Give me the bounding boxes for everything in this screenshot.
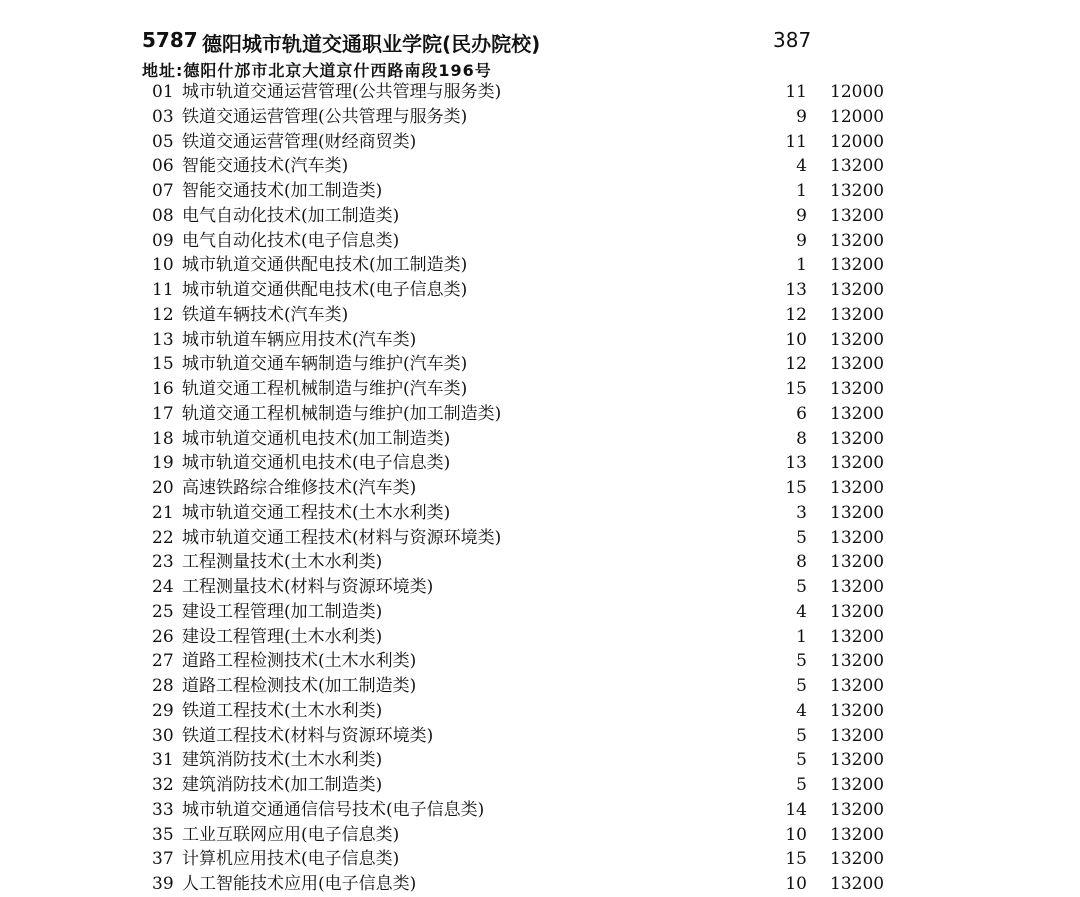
major-tuition: 13200 xyxy=(830,478,885,498)
major-tuition: 13200 xyxy=(830,453,885,474)
major-code: 20 xyxy=(152,478,174,498)
school-name: 德阳城市轨道交通职业学院(民办院校) xyxy=(202,32,541,56)
major-code: 30 xyxy=(152,725,174,746)
major-name: 铁道车辆技术(汽车类) xyxy=(182,304,349,325)
major-plan-count: 13 xyxy=(785,453,807,474)
major-code: 24 xyxy=(152,577,174,597)
major-name: 铁道工程技术(材料与资源环境类) xyxy=(182,725,434,746)
major-name: 工业互联网应用(电子信息类) xyxy=(182,824,400,845)
major-row xyxy=(0,352,1080,377)
major-row xyxy=(0,130,1080,155)
major-row xyxy=(0,427,1080,452)
major-tuition: 13200 xyxy=(830,601,885,622)
major-code: 26 xyxy=(152,626,174,647)
major-code: 19 xyxy=(152,453,174,474)
major-plan-count: 6 xyxy=(796,403,807,424)
major-name: 城市轨道交通机电技术(加工制造类) xyxy=(182,428,451,449)
major-plan-count: 12 xyxy=(785,304,807,325)
major-tuition: 13200 xyxy=(830,428,885,449)
major-list xyxy=(0,80,1080,897)
major-name: 城市轨道交通运营管理(公共管理与服务类) xyxy=(182,82,502,102)
major-code: 32 xyxy=(152,775,174,795)
major-name: 铁道工程技术(土木水利类) xyxy=(182,700,383,721)
major-plan-count: 4 xyxy=(796,601,807,622)
major-row xyxy=(0,526,1080,551)
major-code: 31 xyxy=(152,750,174,771)
school-total-plan: 387 xyxy=(773,28,812,52)
major-plan-count: 15 xyxy=(785,849,807,870)
major-row xyxy=(0,253,1080,278)
major-tuition: 13200 xyxy=(830,527,885,548)
major-plan-count: 15 xyxy=(785,379,807,399)
major-code: 09 xyxy=(152,230,174,251)
major-code: 16 xyxy=(152,379,174,399)
major-plan-count: 11 xyxy=(785,82,807,102)
major-tuition: 13200 xyxy=(830,156,885,177)
major-code: 06 xyxy=(152,156,174,177)
major-name: 城市轨道交通供配电技术(加工制造类) xyxy=(182,255,468,276)
major-plan-count: 12 xyxy=(785,354,807,375)
major-tuition: 13200 xyxy=(830,205,885,226)
major-plan-count: 4 xyxy=(796,156,807,177)
major-code: 37 xyxy=(152,849,174,870)
major-code: 25 xyxy=(152,601,174,622)
major-tuition: 13200 xyxy=(830,552,885,573)
major-plan-count: 8 xyxy=(796,428,807,449)
major-code: 15 xyxy=(152,354,174,375)
major-row xyxy=(0,204,1080,229)
major-tuition: 13200 xyxy=(830,874,885,894)
major-name: 城市轨道交通机电技术(电子信息类) xyxy=(182,453,451,474)
major-name: 城市轨道交通工程技术(材料与资源环境类) xyxy=(182,527,502,548)
major-name: 建筑消防技术(土木水利类) xyxy=(182,750,383,771)
major-row xyxy=(0,724,1080,749)
major-plan-count: 5 xyxy=(796,676,807,696)
major-row xyxy=(0,402,1080,427)
major-tuition: 13200 xyxy=(830,676,885,696)
major-name: 城市轨道车辆应用技术(汽车类) xyxy=(182,329,417,350)
major-row xyxy=(0,451,1080,476)
major-row xyxy=(0,80,1080,105)
major-code: 12 xyxy=(152,304,174,325)
school-address xyxy=(142,58,492,81)
major-name: 智能交通技术(加工制造类) xyxy=(182,181,383,201)
major-name: 人工智能技术应用(电子信息类) xyxy=(182,874,417,894)
major-name: 铁道交通运营管理(公共管理与服务类) xyxy=(182,106,468,127)
major-plan-count: 3 xyxy=(796,502,807,523)
major-plan-count: 9 xyxy=(796,230,807,251)
major-row xyxy=(0,600,1080,625)
major-plan-count: 4 xyxy=(796,700,807,721)
major-tuition: 13200 xyxy=(830,280,885,300)
major-plan-count: 5 xyxy=(796,577,807,597)
major-tuition: 13200 xyxy=(830,799,885,820)
major-plan-count: 13 xyxy=(785,280,807,300)
major-plan-count: 5 xyxy=(796,775,807,795)
major-tuition: 13200 xyxy=(830,651,885,672)
major-name: 城市轨道交通通信信号技术(电子信息类) xyxy=(182,799,485,820)
major-code: 17 xyxy=(152,403,174,424)
major-tuition: 13200 xyxy=(830,354,885,375)
major-plan-count: 5 xyxy=(796,527,807,548)
major-tuition: 13200 xyxy=(830,329,885,350)
major-row xyxy=(0,476,1080,501)
major-plan-count: 5 xyxy=(796,725,807,746)
major-tuition: 13200 xyxy=(830,700,885,721)
major-tuition: 13200 xyxy=(830,577,885,597)
major-row xyxy=(0,773,1080,798)
major-plan-count: 10 xyxy=(785,824,807,845)
major-code: 18 xyxy=(152,428,174,449)
major-name: 智能交通技术(汽车类) xyxy=(182,156,349,177)
major-name: 工程测量技术(土木水利类) xyxy=(182,552,383,573)
major-tuition: 13200 xyxy=(830,626,885,647)
major-tuition: 13200 xyxy=(830,304,885,325)
major-tuition: 13200 xyxy=(830,849,885,870)
major-tuition: 12000 xyxy=(830,82,885,102)
major-row xyxy=(0,823,1080,848)
major-plan-count: 1 xyxy=(796,255,807,276)
major-row xyxy=(0,674,1080,699)
major-tuition: 13200 xyxy=(830,775,885,795)
major-code: 28 xyxy=(152,676,174,696)
major-code: 35 xyxy=(152,824,174,845)
major-name: 城市轨道交通供配电技术(电子信息类) xyxy=(182,280,468,300)
address-text: 德阳什邡市北京大道京什西路南段196号 xyxy=(183,61,492,80)
major-row xyxy=(0,699,1080,724)
major-code: 21 xyxy=(152,502,174,523)
major-name: 轨道交通工程机械制造与维护(汽车类) xyxy=(182,379,468,399)
major-name: 建设工程管理(加工制造类) xyxy=(182,601,383,622)
major-row xyxy=(0,798,1080,823)
major-row xyxy=(0,872,1080,897)
major-tuition: 12000 xyxy=(830,131,885,152)
address-label: 地址: xyxy=(142,61,184,80)
major-plan-count: 15 xyxy=(785,478,807,498)
major-row xyxy=(0,303,1080,328)
major-code: 03 xyxy=(152,106,174,127)
major-code: 23 xyxy=(152,552,174,573)
major-plan-count: 1 xyxy=(796,626,807,647)
major-plan-count: 10 xyxy=(785,329,807,350)
major-plan-count: 5 xyxy=(796,651,807,672)
major-code: 10 xyxy=(152,255,174,276)
major-plan-count: 9 xyxy=(796,205,807,226)
major-tuition: 13200 xyxy=(830,230,885,251)
major-code: 13 xyxy=(152,329,174,350)
major-tuition: 13200 xyxy=(830,403,885,424)
major-row xyxy=(0,229,1080,254)
major-name: 工程测量技术(材料与资源环境类) xyxy=(182,577,434,597)
major-name: 城市轨道交通工程技术(土木水利类) xyxy=(182,502,451,523)
major-tuition: 12000 xyxy=(830,106,885,127)
major-code: 08 xyxy=(152,205,174,226)
major-tuition: 13200 xyxy=(830,255,885,276)
major-name: 铁道交通运营管理(财经商贸类) xyxy=(182,131,417,152)
major-code: 05 xyxy=(152,131,174,152)
major-row xyxy=(0,328,1080,353)
major-name: 城市轨道交通车辆制造与维护(汽车类) xyxy=(182,354,468,375)
major-row xyxy=(0,625,1080,650)
major-name: 建设工程管理(土木水利类) xyxy=(182,626,383,647)
major-row xyxy=(0,154,1080,179)
major-tuition: 13200 xyxy=(830,824,885,845)
major-code: 01 xyxy=(152,82,174,102)
major-tuition: 13200 xyxy=(830,502,885,523)
major-row xyxy=(0,501,1080,526)
major-tuition: 13200 xyxy=(830,379,885,399)
major-tuition: 13200 xyxy=(830,725,885,746)
major-row xyxy=(0,550,1080,575)
major-tuition: 13200 xyxy=(830,181,885,201)
major-plan-count: 14 xyxy=(785,799,807,820)
major-code: 39 xyxy=(152,874,174,894)
major-code: 11 xyxy=(152,280,174,300)
major-row xyxy=(0,179,1080,204)
major-row xyxy=(0,278,1080,303)
major-plan-count: 1 xyxy=(796,181,807,201)
major-name: 计算机应用技术(电子信息类) xyxy=(182,849,400,870)
school-header xyxy=(142,28,1042,58)
school-code: 5787 xyxy=(142,28,198,52)
major-code: 07 xyxy=(152,181,174,201)
major-name: 道路工程检测技术(加工制造类) xyxy=(182,676,417,696)
major-code: 27 xyxy=(152,651,174,672)
major-name: 道路工程检测技术(土木水利类) xyxy=(182,651,417,672)
major-name: 建筑消防技术(加工制造类) xyxy=(182,775,383,795)
major-tuition: 13200 xyxy=(830,750,885,771)
major-name: 轨道交通工程机械制造与维护(加工制造类) xyxy=(182,403,502,424)
major-name: 电气自动化技术(加工制造类) xyxy=(182,205,400,226)
major-plan-count: 8 xyxy=(796,552,807,573)
major-row xyxy=(0,575,1080,600)
major-code: 29 xyxy=(152,700,174,721)
major-name: 电气自动化技术(电子信息类) xyxy=(182,230,400,251)
major-row xyxy=(0,377,1080,402)
major-plan-count: 10 xyxy=(785,874,807,894)
major-row xyxy=(0,847,1080,872)
major-plan-count: 5 xyxy=(796,750,807,771)
major-row xyxy=(0,748,1080,773)
major-plan-count: 9 xyxy=(796,106,807,127)
major-name: 高速铁路综合维修技术(汽车类) xyxy=(182,478,417,498)
major-code: 22 xyxy=(152,527,174,548)
major-plan-count: 11 xyxy=(785,131,807,152)
major-row xyxy=(0,649,1080,674)
major-row xyxy=(0,105,1080,130)
major-code: 33 xyxy=(152,799,174,820)
